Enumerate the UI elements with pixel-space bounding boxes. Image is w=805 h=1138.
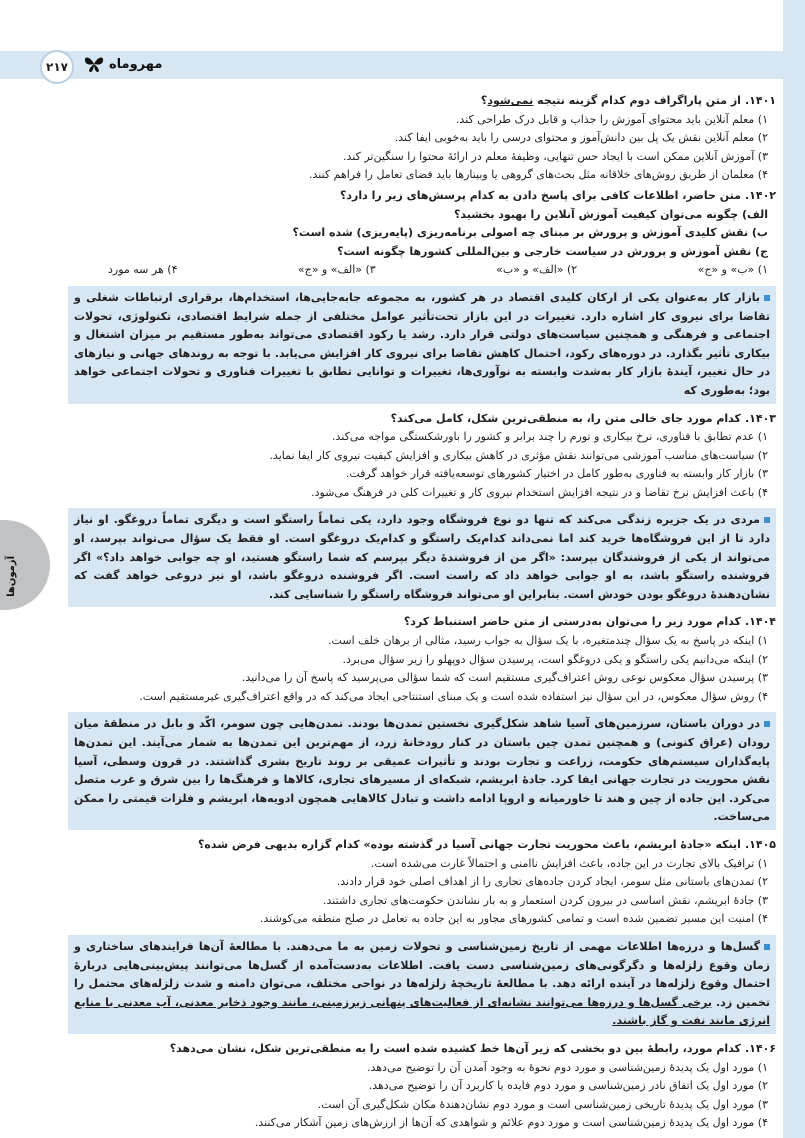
option: ۳) پرسیدن سؤال معکوس نوعی روش اعتراف‌گیری مستقیم است که شما سؤالی می‌پرسید که پاسخ آن را می‌دانید. bbox=[241, 671, 768, 685]
question-1403 bbox=[68, 410, 776, 503]
option: ۳) بازار کار وابسته به فناوری به‌طور کامل در اختیار کشورهای توسعه‌یافته قرار خواهد گرفت. bbox=[345, 467, 768, 481]
option: ۴) معلمان از طریق روش‌های خلاقانه مثل بحث‌های گروهی یا وبینارها باید فضای تعامل را فراهم کنند. bbox=[308, 168, 768, 182]
sub-question: الف) چگونه می‌توان کیفیت آموزش آنلاین را بهبود بخشید؟ bbox=[453, 207, 768, 221]
bullet-icon bbox=[764, 295, 770, 301]
option: ۱) مورد اول یک پدیدهٔ زمین‌شناسی و مورد دوم نحوهٔ به وجود آمدن آن را توضیح می‌دهد. bbox=[366, 1060, 768, 1074]
option: ۲) سیاست‌های مناسب آموزشی می‌توانند نقش مؤثری در کاهش بیکاری و افزایش کیفیت نیروی کار ایفا نماید. bbox=[269, 448, 768, 462]
underlined-segment: برخی گسل‌ها و درزه‌ها می‌توانند نشانه‌ای از فعالیت‌های پنهانی زیرزمینی، مانند وجود ذخایر معدنی، آب معدنی یا منابع انرژی مانند نفت و گاز باشند. bbox=[74, 995, 770, 1028]
bullet-icon bbox=[764, 517, 770, 523]
option: ۱) اینکه در پاسخ به یک سؤال چندمتغیره، با یک سؤال به جواب رسید، مثالی از برهان خلف است. bbox=[328, 634, 768, 648]
page-edge-band bbox=[783, 0, 805, 1138]
side-section-tab bbox=[0, 520, 50, 610]
question-1404 bbox=[68, 613, 776, 706]
options-row bbox=[68, 261, 776, 280]
option: ۲) مورد اول یک اتفاق نادر زمین‌شناسی و مورد دوم فایده یا کاربرد آن را توضیح می‌دهد. bbox=[368, 1079, 768, 1093]
page-content bbox=[68, 92, 776, 1135]
page-number: ۲۱۷ bbox=[40, 50, 74, 84]
brand-name: مهروماه bbox=[109, 56, 163, 72]
sub-question: ج) نقش آموزش و پرورش در سیاست خارجی و بین‌المللی کشورها چگونه است؟ bbox=[337, 244, 768, 258]
option: ۱) معلم آنلاین باید محتوای آموزش را جذاب و قابل درک طراحی کند. bbox=[455, 112, 768, 126]
question-stem: کدام مورد، رابطهٔ بین دو بخشی که زیر آن‌ها خط کشیده شده است را به منطقی‌ترین شکل، نشان می‌دهد؟ bbox=[169, 1041, 741, 1055]
question-1406 bbox=[68, 1040, 776, 1133]
side-tab-label: آزمون‌ها bbox=[6, 556, 17, 597]
bullet-icon bbox=[764, 944, 770, 950]
question-1402 bbox=[68, 187, 776, 280]
question-number: ۱۴۰۳. bbox=[744, 411, 776, 425]
option: ۴) امنیت این مسیر تضمین شده است و تمامی کشورهای مجاور به این جاده به تعامل در صلح منطقه می‌کوشند. bbox=[260, 912, 768, 926]
brand-logo bbox=[84, 50, 162, 78]
option: ۴) مورد اول یک پدیدهٔ زمین‌شناسی است و مورد دوم علائم و شواهدی که آن‌ها از ارزش‌های زمین آشکار می‌کنند. bbox=[254, 1116, 768, 1130]
question-number: ۱۴۰۲. bbox=[744, 188, 776, 202]
question-number: ۱۴۰۶. bbox=[744, 1041, 776, 1055]
option: ۱) ترافیک بالای تجارت در این جاده، باعث افزایش ناامنی و احتمالاً غارت می‌شده است. bbox=[370, 856, 768, 870]
question-stem: متن حاضر، اطلاعات کافی برای پاسخ دادن به کدام پرسش‌های زیر را دارد؟ bbox=[340, 188, 741, 202]
option: ۳) مورد اول یک پدیدهٔ تاریخی زمین‌شناسی است و مورد دوم نشان‌دهندهٔ مکان شکل‌گیری آن است. bbox=[317, 1097, 768, 1111]
option: ۱) عدم تطابق با فناوری، نرخ بیکاری و تورم را چند برابر و کشور را باورشکستگی مواجه می‌کند. bbox=[332, 430, 768, 444]
question-number: ۱۴۰۴. bbox=[744, 615, 776, 629]
option: ۱) «ب» و «ج» bbox=[697, 263, 768, 277]
passage-faults: گسل‌ها و درزه‌ها اطلاعات مهمی از تاریخ زمین‌شناسی و تحولات زمین به ما می‌دهند. با مطالعهٔ آن‌ها فرایندهای ساختاری و زمان وقوع زلزله‌ها و دگرگونی‌های زمین‌شناسی دست یافت. اطلاعات به‌دست‌آمده از گسل‌ها می‌توانند پیش‌بینی‌هایی دربارهٔ احتمال وقوع زلزله‌ها در آینده ارائه دهد. با مطالعهٔ تاریخچهٔ زلزله‌ها در نواحی مختلف، می‌توان دامنه و شدت زلزله‌های محتمل را تخمین زد. برخی گسل‌ها و درزه‌ها می‌توانند نشانه‌ای از فعالیت‌های پنهانی زیرزمینی، مانند وجود ذخایر معدنی، آب معدنی یا منابع انرژی مانند نفت و گاز باشند. bbox=[68, 935, 776, 1034]
question-stem: کدام مورد زیر را می‌توان به‌درستی از متن حاضر استنباط کرد؟ bbox=[403, 615, 741, 629]
bullet-icon bbox=[764, 721, 770, 727]
question-number: ۱۴۰۵. bbox=[744, 837, 776, 851]
option: ۲) تمدن‌های باستانی مثل سومر، ایجاد کردن جاده‌های تجاری را از اهداف اصلی خود قرار دادند. bbox=[336, 875, 768, 889]
option: ۳) آموزش آنلاین ممکن است با ایجاد حس تنهایی، وظیفهٔ معلم در ارائهٔ محتوا را سنگین‌تر کند. bbox=[343, 149, 768, 163]
option: ۳) «الف» و «ج» bbox=[297, 263, 376, 277]
option: ۴) هر سه مورد bbox=[108, 263, 178, 277]
option: ۲) اینکه می‌دانیم یکی راستگو و یکی دروغگو است، پرسیدن سؤال دوپهلو را زیر سؤال می‌برد. bbox=[342, 652, 768, 666]
question-1401: ۱۴۰۱.از متن پاراگراف دوم کدام گزینه نتیجه نمی‌شود؟ ۱) معلم آنلاین باید محتوای آموزش را جذاب و قابل درک طراحی کند. ۲) معلم آنلاین نقش یک پل بین دانش‌آموز و محتوای درسی را باید به‌خوبی ایفا کند. ۳) آموزش آنلاین ممکن است با ایجاد حس تنهایی، وظیفهٔ معلم در ارائهٔ محتوا را سنگین‌تر کند. ۴) معلمان از طریق روش‌های خلاقانه مثل بحث‌های گروهی یا وبینارها باید فضای تعامل را فراهم کنند. bbox=[68, 92, 776, 185]
question-stem: کدام مورد جای خالی متن را، به منطقی‌ترین شکل، کامل می‌کند؟ bbox=[390, 411, 741, 425]
question-stem: اینکه «جادهٔ ابریشم، باعث محوریت تجارت جهانی آسیا در گذشته بوده» کدام گزاره بدیهی فرض شده؟ bbox=[198, 837, 741, 851]
option: ۳) جادهٔ ابریشم، نقش اساسی در بیرون کردن استعمار و به بار نشاندن حکومت‌های تجاری داشتند. bbox=[323, 893, 768, 907]
passage-ancient-asia: در دوران باستان، سرزمین‌های آسیا شاهد شکل‌گیری نخستین تمدن‌ها بودند. تمدن‌هایی چون سومر، اکّد و بابل در منطقهٔ میان رودان (عراق کنونی) و همچنین تمدن چین باستان در کنار رودخانهٔ زرد، از مهم‌ترین این تمدن‌ها به شمار می‌آیند. این تمدن‌ها پایه‌گذاران سیستم‌های حکومت، زراعت و تجارت بودند و تأثیرات عمیقی بر روند تاریخ بشری گذاشتند. در قرون وسطی، آسیا نقش محوریت در تجارت جهانی ایفا کرد. جادهٔ ابریشم، شبکه‌ای از مسیرهای تجاری، کالاها و فرهنگ‌ها را بین شرق و غرب متصل می‌کرد. این جاده از چین و هند تا خاورمیانه و اروپا ادامه داشت و تبادل کالاهایی همچون ادویه‌ها، ابریشم و فلزات قیمتی را ممکن می‌ساخت. bbox=[68, 712, 776, 830]
sub-question: ب) نقش کلیدی آموزش و پرورش بر مبنای چه اصولی برنامه‌ریزی (پایه‌ریزی) شده است؟ bbox=[292, 226, 768, 240]
option: ۲) معلم آنلاین نقش یک پل بین دانش‌آموز و محتوای درسی را باید به‌خوبی ایفا کند. bbox=[394, 131, 768, 145]
option: ۴) باعث افزایش نرخ تقاضا و در نتیجه افزایش استخدام نیروی کار و تغییرات کلی در فرهنگ می‌شود. bbox=[311, 485, 768, 499]
passage-labor-market: بازار کار به‌عنوان یکی از ارکان کلیدی اقتصاد در هر کشور، به مجموعه جابه‌جایی‌ها، استخدام‌ها، برقراری ارتباطات شغلی و تقاضا برای نیروی کار اشاره دارد. تغییرات در این بازار تحت‌تأثیر عوامل مختلفی از جمله شرایط اقتصادی، تکنولوژی، تحولات اجتماعی و فرهنگی و همچنین سیاست‌های دولتی قرار دارد. رشد یا رکود اقتصادی می‌تواند به‌طور مستقیم بر میزان اشتغال و بیکاری تأثیر بگذارد. در دوره‌های رکود، احتمال کاهش تقاضا برای نیروی کار افزایش می‌یابد. با توجه به روندهای جهانی و نیازهای در حال تغییر، آیندهٔ بازار کار به‌شدت وابسته به نوآوری‌ها، تغییرات و توانایی تطابق با تغییرات فناوری و تحولات اجتماعی خواهد بود؛ به‌طوری که bbox=[68, 286, 776, 404]
butterfly-icon bbox=[84, 55, 104, 73]
question-stem-underlined: نمی‌شود bbox=[487, 94, 534, 107]
question-1405 bbox=[68, 836, 776, 929]
option: ۴) روش سؤال معکوس، در این سؤال نیز استفاده شده است و یک مبنای استنتاجی ایجاد می‌کند که در واقع اعتراف‌گیری غیرمستقیم است. bbox=[139, 689, 768, 703]
question-stem: از متن پاراگراف دوم کدام گزینه نتیجه bbox=[533, 94, 741, 107]
option: ۲) «الف» و «ب» bbox=[496, 263, 578, 277]
question-number: ۱۴۰۱. bbox=[744, 94, 776, 107]
passage-island-shops: مردی در یک جزیره زندگی می‌کند که تنها دو نوع فروشگاه وجود دارد، یکی تماماً راستگو است و دیگری تماماً دروغگو. او نیاز دارد تا از این فروشگاه‌ها خرید کند اما نمی‌داند کدام‌یک راستگو و کدام‌یک دروغگو است. او فقط یک سؤال می‌تواند بپرسد، او می‌تواند از یکی از فروشندگان بپرسد: «اگر من از فروشندهٔ دیگر بپرسم که شما راستگو هستید، او چه جوابی خواهد داد؟» اگر فروشنده راستگو باشد، به او جوابی خواهد داد که راست است. اگر فروشنده دروغگو باشد، او نیز دروغی خواهد گفت که نشان‌دهندهٔ دروغگو بودن خودش است. بنابراین او می‌تواند فروشگاه راستگو را شناسایی کند. bbox=[68, 508, 776, 607]
